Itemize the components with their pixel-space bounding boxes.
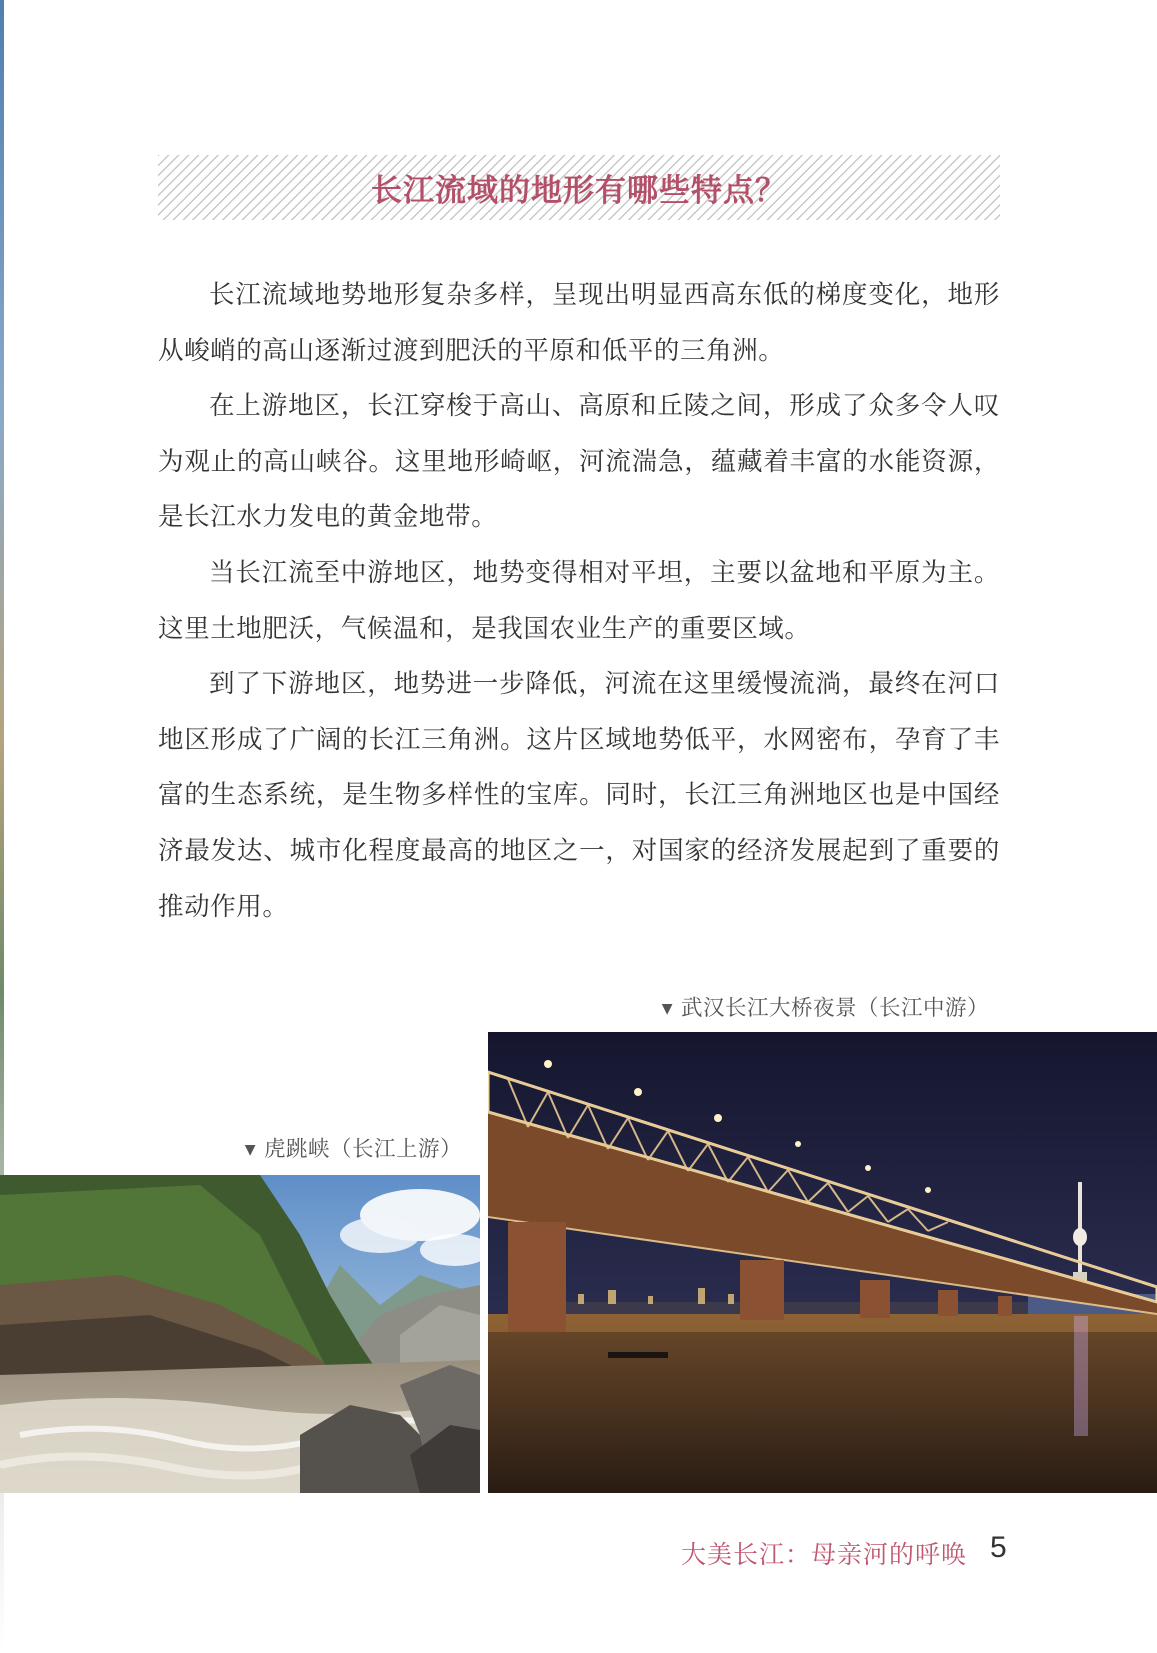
caption-triangle-icon: ▼ (244, 1142, 256, 1158)
paragraph: 在上游地区，长江穿梭于高山、高原和丘陵之间，形成了众多令人叹为观止的高山峡谷。这里地形崎岖，河流湍急，蕴藏着丰富的水能资源，是长江水力发电的黄金地带。 (158, 391, 1000, 533)
bridge-caption-text: 武汉长江大桥夜景（长江中游） (680, 996, 989, 1021)
gorge-caption-text: 虎跳峡（长江上游） (263, 1137, 462, 1162)
wuhan-yangtze-bridge-night-photo (488, 1032, 1157, 1493)
paragraph: 到了下游地区，地势进一步降低，河流在这里缓慢流淌，最终在河口地区形成了广阔的长江三角洲。这片区域地势低平，水网密布，孕育了丰富的生态系统，是生物多样性的宝库。同时，长江三角洲地区也是中国经济最发达、城市化程度最高的地区之一，对国家的经济发展起到了重要的推动作用。 (158, 669, 1000, 922)
body-text (158, 268, 1000, 935)
section-heading: 长江流域的地形有哪些特点？ (371, 173, 787, 209)
tiger-leaping-gorge-photo (0, 1175, 480, 1493)
paragraph: 长江流域地势地形复杂多样，呈现出明显西高东低的梯度变化，地形从峻峭的高山逐渐过渡到肥沃的平原和低平的三角洲。 (158, 280, 1000, 366)
gorge-photo-caption (245, 1132, 462, 1163)
section-heading-band (158, 155, 1000, 220)
paragraph: 当长江流至中游地区，地势变得相对平坦，主要以盆地和平原为主。这里土地肥沃，气候温和，是我国农业生产的重要区域。 (158, 557, 1000, 644)
caption-triangle-icon: ▼ (661, 1001, 673, 1017)
bridge-photo-caption (662, 991, 989, 1022)
page-number: 5 (990, 1531, 1007, 1564)
running-footer-book-title: 大美长江：母亲河的呼唤 (680, 1540, 967, 1569)
